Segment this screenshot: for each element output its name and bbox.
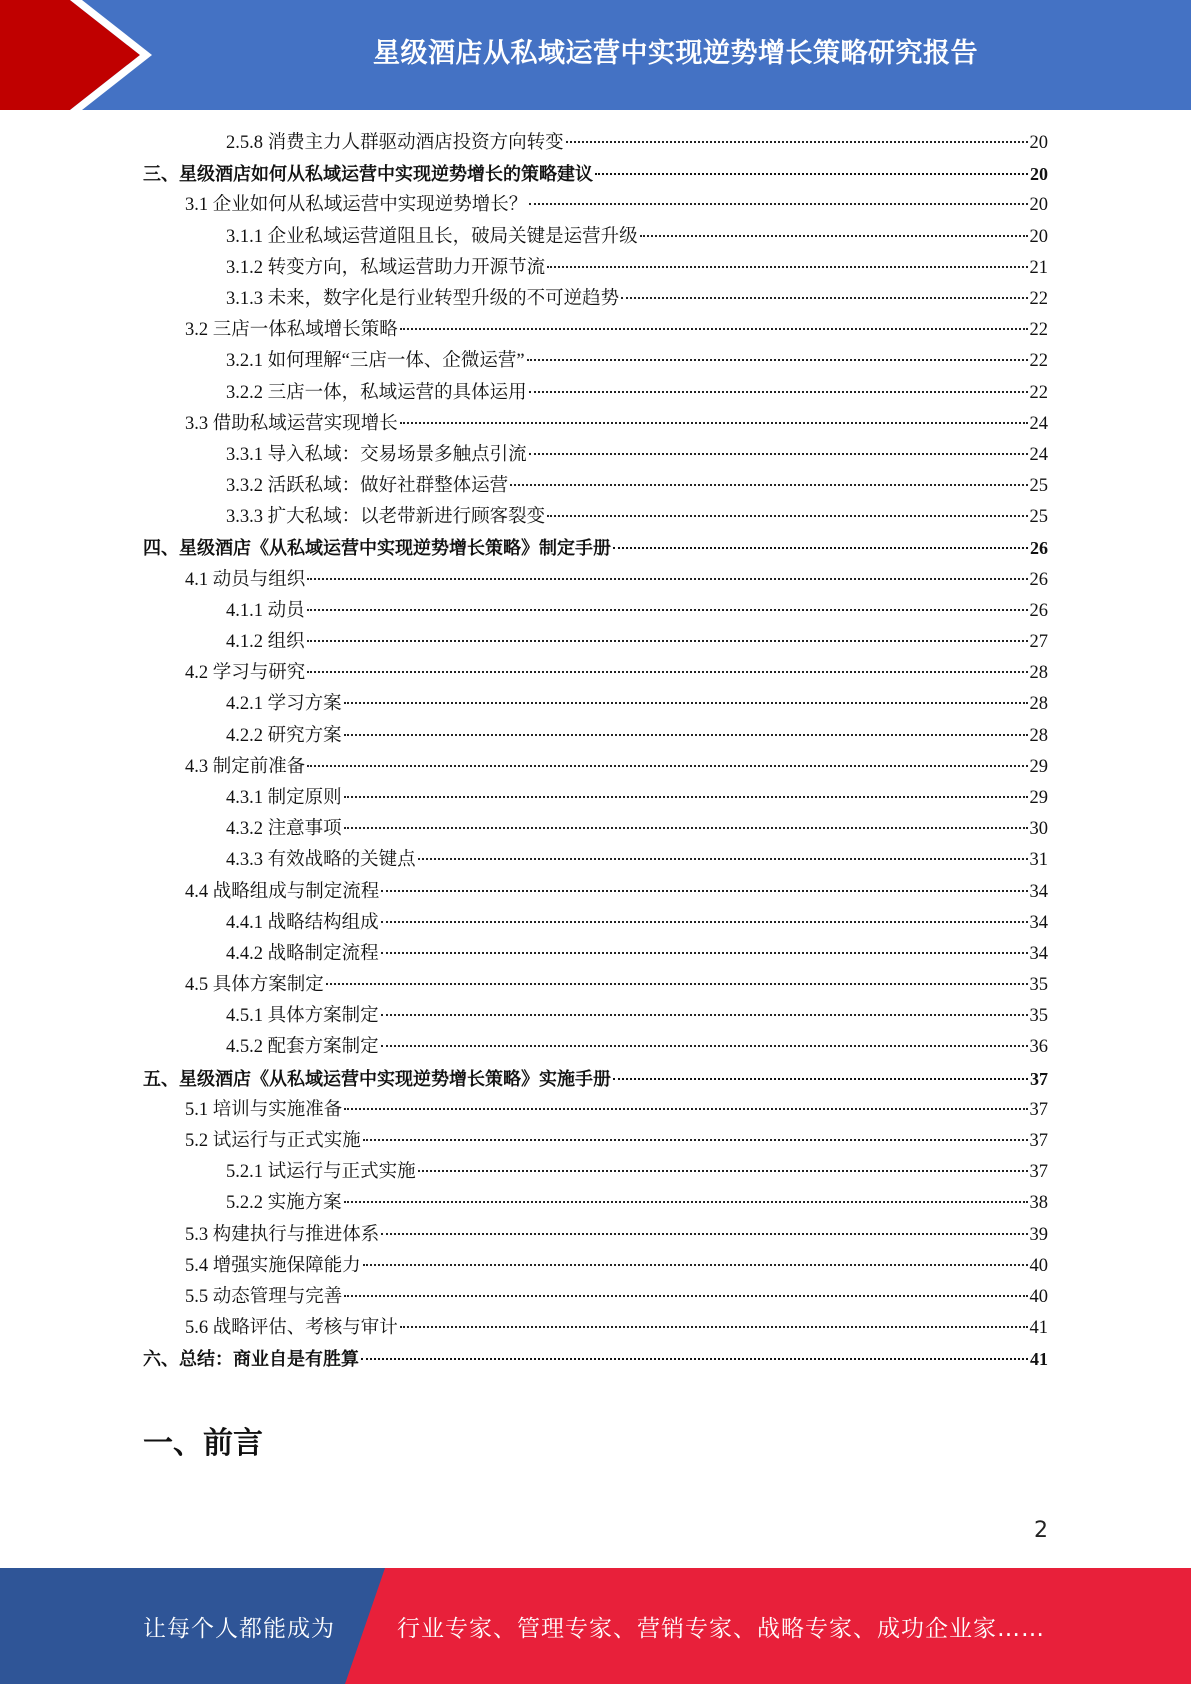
toc-entry-page: 35 bbox=[1029, 975, 1048, 996]
toc-entry[interactable] bbox=[143, 284, 1048, 315]
toc-entry-title: 3.2.1 如何理解“三店一体、企微运营” bbox=[226, 351, 525, 372]
header-arrow-decoration bbox=[0, 0, 160, 110]
toc-leader-dots bbox=[307, 640, 1028, 642]
toc-entry-title: 三、星级酒店如何从私域运营中实现逆势增长的策略建议 bbox=[143, 164, 593, 186]
toc-entry-title: 4.5.1 具体方案制定 bbox=[226, 1006, 379, 1027]
toc-entry[interactable] bbox=[143, 440, 1048, 471]
toc-entry-page: 36 bbox=[1029, 1037, 1048, 1058]
toc-leader-dots bbox=[344, 827, 1028, 829]
section-heading: 一、前言 bbox=[143, 1426, 263, 1461]
toc-entry-page: 31 bbox=[1029, 850, 1048, 871]
toc-entry-page: 20 bbox=[1029, 226, 1048, 247]
toc-leader-dots bbox=[640, 235, 1028, 237]
toc-entry[interactable] bbox=[143, 409, 1048, 440]
toc-leader-dots bbox=[344, 734, 1028, 736]
toc-leader-dots bbox=[381, 1014, 1028, 1016]
toc-entry[interactable] bbox=[143, 533, 1048, 564]
toc-entry-page: 41 bbox=[1030, 1349, 1048, 1370]
toc-entry-title: 4.3.1 制定原则 bbox=[226, 787, 342, 808]
toc-leader-dots bbox=[400, 422, 1028, 424]
toc-entry[interactable] bbox=[143, 378, 1048, 409]
page-number: 2 bbox=[1034, 1518, 1048, 1543]
toc-entry[interactable] bbox=[143, 908, 1048, 939]
toc-entry-title: 3.2.2 三店一体，私域运营的具体运用 bbox=[226, 382, 527, 403]
toc-leader-dots bbox=[363, 1264, 1028, 1266]
toc-entry-title: 4.5.2 配套方案制定 bbox=[226, 1037, 379, 1058]
toc-leader-dots bbox=[361, 1358, 1028, 1360]
toc-entry-title: 3.3 借助私域运营实现增长 bbox=[185, 413, 398, 434]
toc-entry-title: 4.4.2 战略制定流程 bbox=[226, 943, 379, 964]
toc-entry-title: 3.1.1 企业私域运营道阻且长，破局关键是运营升级 bbox=[226, 226, 638, 247]
toc-entry-title: 4.4.1 战略结构组成 bbox=[226, 912, 379, 933]
toc-leader-dots bbox=[621, 297, 1027, 299]
toc-entry-page: 34 bbox=[1029, 881, 1048, 902]
toc-leader-dots bbox=[363, 1139, 1028, 1141]
toc-entry-page: 24 bbox=[1029, 444, 1048, 465]
toc-entry-page: 24 bbox=[1029, 413, 1048, 434]
footer-roles: 行业专家、管理专家、营销专家、战略专家、成功企业家…… bbox=[397, 1615, 1045, 1642]
toc-entry[interactable] bbox=[143, 1126, 1048, 1157]
toc-entry[interactable] bbox=[143, 159, 1048, 190]
toc-entry-page: 37 bbox=[1029, 1162, 1048, 1183]
toc-entry[interactable] bbox=[143, 190, 1048, 221]
toc-leader-dots bbox=[307, 765, 1027, 767]
toc-entry-page: 41 bbox=[1029, 1318, 1048, 1339]
toc-leader-dots bbox=[381, 1045, 1028, 1047]
toc-entry-page: 35 bbox=[1029, 1006, 1048, 1027]
toc-leader-dots bbox=[613, 547, 1028, 549]
toc-leader-dots bbox=[510, 484, 1027, 486]
toc-entry-page: 30 bbox=[1029, 819, 1048, 840]
toc-entry[interactable] bbox=[143, 1188, 1048, 1219]
toc-entry[interactable] bbox=[143, 128, 1048, 159]
toc-entry[interactable] bbox=[143, 1251, 1048, 1282]
toc-entry-title: 3.1.3 未来，数字化是行业转型升级的不可逆趋势 bbox=[226, 288, 620, 309]
toc-entry[interactable] bbox=[143, 845, 1048, 876]
toc-entry-title: 4.3.3 有效战略的关键点 bbox=[226, 850, 416, 871]
toc-entry-title: 4.2 学习与研究 bbox=[185, 663, 306, 684]
toc-leader-dots bbox=[418, 1170, 1028, 1172]
toc-entry-page: 22 bbox=[1029, 382, 1048, 403]
toc-entry-page: 22 bbox=[1029, 320, 1048, 341]
toc-entry-page: 20 bbox=[1030, 164, 1048, 185]
toc-entry[interactable] bbox=[143, 1032, 1048, 1063]
toc-entry-title: 5.1 培训与实施准备 bbox=[185, 1099, 343, 1120]
toc-entry-page: 38 bbox=[1029, 1193, 1048, 1214]
toc-entry-title: 4.3.2 注意事项 bbox=[226, 819, 342, 840]
toc-entry-page: 22 bbox=[1029, 288, 1048, 309]
toc-entry[interactable] bbox=[143, 565, 1048, 596]
toc-leader-dots bbox=[613, 1078, 1028, 1080]
toc-entry-title: 4.1.2 组织 bbox=[226, 632, 305, 652]
toc-entry-title: 5.2 试运行与正式实施 bbox=[185, 1131, 361, 1151]
toc-entry[interactable] bbox=[143, 970, 1048, 1001]
toc-entry-page: 25 bbox=[1029, 476, 1048, 497]
toc-entry-page: 28 bbox=[1029, 663, 1048, 684]
document-title: 星级酒店从私域运营中实现逆势增长策略研究报告 bbox=[373, 37, 978, 69]
toc-leader-dots bbox=[307, 671, 1027, 673]
page-footer bbox=[0, 1568, 1191, 1684]
toc-entry[interactable] bbox=[143, 222, 1048, 253]
toc-entry-page: 39 bbox=[1029, 1224, 1048, 1245]
toc-leader-dots bbox=[344, 1108, 1027, 1110]
toc-entry-page: 34 bbox=[1029, 943, 1048, 964]
toc-entry-title: 3.3.3 扩大私域：以老带新进行顾客裂变 bbox=[226, 507, 546, 528]
toc-entry-page: 37 bbox=[1029, 1099, 1048, 1120]
toc-leader-dots bbox=[547, 266, 1027, 268]
toc-leader-dots bbox=[527, 359, 1028, 361]
toc-leader-dots bbox=[400, 328, 1028, 330]
toc-entry-title: 3.3.2 活跃私域：做好社群整体运营 bbox=[226, 476, 509, 497]
toc-leader-dots bbox=[381, 1233, 1027, 1235]
toc-entry[interactable] bbox=[143, 1282, 1048, 1313]
toc-entry[interactable] bbox=[143, 1001, 1048, 1032]
toc-entry-title: 5.4 增强实施保障能力 bbox=[185, 1255, 361, 1276]
toc-entry[interactable] bbox=[143, 253, 1048, 284]
toc-entry[interactable] bbox=[143, 1157, 1048, 1188]
toc-entry-title: 4.1.1 动员 bbox=[226, 600, 305, 621]
toc-entry-page: 28 bbox=[1029, 725, 1048, 746]
toc-entry-title: 5.2.2 实施方案 bbox=[226, 1193, 342, 1214]
toc-entry-title: 4.3 制定前准备 bbox=[185, 756, 306, 777]
toc-leader-dots bbox=[381, 890, 1027, 892]
toc-entry[interactable] bbox=[143, 814, 1048, 845]
toc-entry[interactable] bbox=[143, 596, 1048, 627]
toc-entry[interactable] bbox=[143, 877, 1048, 908]
toc-leader-dots bbox=[344, 1295, 1027, 1297]
toc-entry-title: 3.2 三店一体私域增长策略 bbox=[185, 320, 398, 341]
toc-leader-dots bbox=[307, 578, 1027, 580]
toc-entry[interactable] bbox=[143, 1095, 1048, 1126]
toc-entry-page: 34 bbox=[1029, 912, 1048, 933]
toc-leader-dots bbox=[381, 921, 1028, 923]
toc-entry[interactable] bbox=[143, 658, 1048, 689]
toc-entry-title: 5.6 战略评估、考核与审计 bbox=[185, 1318, 398, 1339]
toc-leader-dots bbox=[529, 391, 1028, 393]
toc-leader-dots bbox=[529, 453, 1028, 455]
toc-leader-dots bbox=[307, 609, 1028, 611]
toc-entry-page: 22 bbox=[1029, 351, 1048, 372]
toc-entry[interactable] bbox=[143, 315, 1048, 346]
toc-entry-page: 20 bbox=[1029, 133, 1048, 153]
toc-entry-title: 5.5 动态管理与完善 bbox=[185, 1286, 343, 1307]
toc-entry-page: 37 bbox=[1029, 1131, 1048, 1151]
toc-leader-dots bbox=[418, 858, 1028, 860]
toc-entry[interactable] bbox=[143, 346, 1048, 377]
toc-entry-page: 40 bbox=[1029, 1286, 1048, 1307]
toc-leader-dots bbox=[529, 203, 1027, 205]
toc-entry-title: 5.3 构建执行与推进体系 bbox=[185, 1224, 380, 1245]
table-of-contents bbox=[143, 128, 1048, 1376]
toc-entry[interactable] bbox=[143, 471, 1048, 502]
toc-entry[interactable] bbox=[143, 752, 1048, 783]
toc-entry-page: 28 bbox=[1029, 694, 1048, 715]
toc-leader-dots bbox=[547, 515, 1027, 517]
toc-entry[interactable] bbox=[143, 939, 1048, 970]
toc-entry[interactable] bbox=[143, 1064, 1048, 1095]
toc-leader-dots bbox=[344, 702, 1028, 704]
toc-entry-page: 29 bbox=[1029, 756, 1048, 777]
toc-entry[interactable] bbox=[143, 1344, 1048, 1375]
toc-entry-title: 4.5 具体方案制定 bbox=[185, 975, 324, 996]
toc-entry-title: 2.5.8 消费主力人群驱动酒店投资方向转变 bbox=[226, 133, 564, 153]
toc-entry-title: 四、星级酒店《从私域运营中实现逆势增长策略》制定手册 bbox=[143, 538, 611, 560]
toc-leader-dots bbox=[566, 141, 1028, 143]
toc-entry-title: 4.1 动员与组织 bbox=[185, 569, 306, 590]
toc-entry[interactable] bbox=[143, 502, 1048, 533]
toc-entry-title: 5.2.1 试运行与正式实施 bbox=[226, 1162, 416, 1183]
toc-entry-page: 26 bbox=[1030, 538, 1048, 559]
toc-entry-title: 3.1 企业如何从私域运营中实现逆势增长？ bbox=[185, 195, 528, 216]
toc-entry-title: 4.2.1 学习方案 bbox=[226, 694, 342, 715]
toc-entry-page: 25 bbox=[1029, 507, 1048, 528]
toc-entry[interactable] bbox=[143, 627, 1048, 658]
toc-entry-page: 21 bbox=[1029, 257, 1048, 278]
toc-entry-page: 26 bbox=[1029, 569, 1048, 590]
toc-leader-dots bbox=[381, 952, 1028, 954]
toc-entry-title: 4.4 战略组成与制定流程 bbox=[185, 881, 380, 902]
page-header bbox=[0, 0, 1191, 110]
toc-entry-page: 29 bbox=[1029, 787, 1048, 808]
toc-entry[interactable] bbox=[143, 721, 1048, 752]
toc-entry[interactable] bbox=[143, 1313, 1048, 1344]
toc-entry-page: 20 bbox=[1029, 195, 1048, 216]
toc-leader-dots bbox=[344, 1201, 1028, 1203]
toc-entry[interactable] bbox=[143, 783, 1048, 814]
toc-entry[interactable] bbox=[143, 689, 1048, 720]
toc-entry-page: 37 bbox=[1030, 1068, 1048, 1089]
footer-slogan: 让每个人都能成为 bbox=[143, 1615, 335, 1642]
toc-entry-title: 3.1.2 转变方向，私域运营助力开源节流 bbox=[226, 257, 546, 278]
toc-leader-dots bbox=[400, 1326, 1028, 1328]
toc-leader-dots bbox=[595, 173, 1028, 175]
toc-entry-page: 26 bbox=[1029, 600, 1048, 621]
toc-entry-title: 4.2.2 研究方案 bbox=[226, 725, 342, 746]
toc-entry-title: 五、星级酒店《从私域运营中实现逆势增长策略》实施手册 bbox=[143, 1068, 611, 1090]
toc-entry-title: 3.3.1 导入私域：交易场景多触点引流 bbox=[226, 444, 527, 465]
toc-entry-page: 27 bbox=[1029, 632, 1048, 652]
toc-entry[interactable] bbox=[143, 1220, 1048, 1251]
toc-leader-dots bbox=[326, 983, 1028, 985]
toc-entry-title: 六、总结：商业自是有胜算 bbox=[143, 1349, 359, 1371]
toc-leader-dots bbox=[344, 796, 1028, 798]
toc-entry-page: 40 bbox=[1029, 1255, 1048, 1276]
